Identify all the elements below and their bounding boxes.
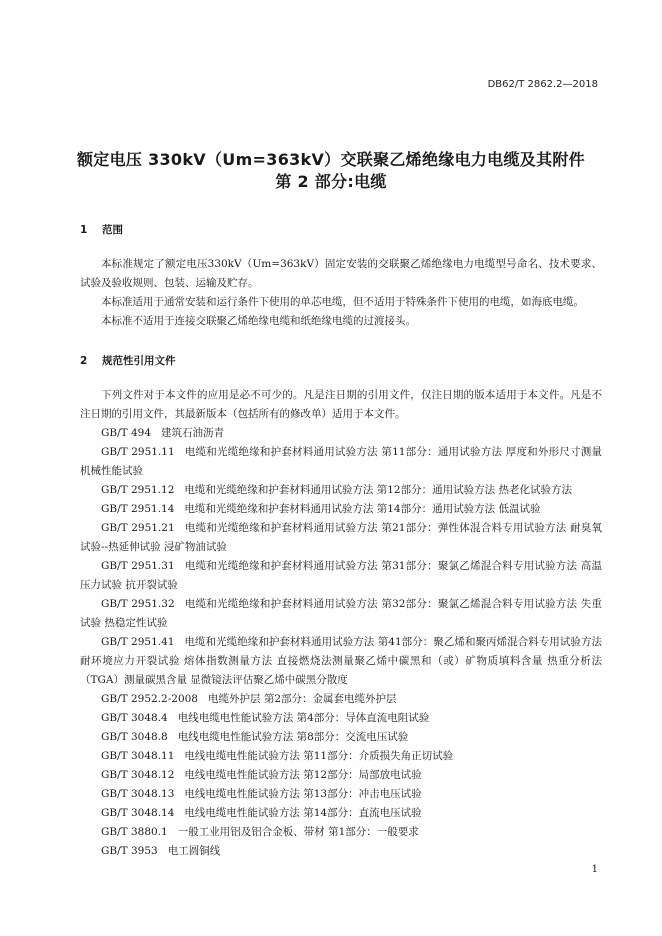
scope-paragraph: 本标准不适用于连接交联聚乙烯绝缘电缆和纸绝缘电缆的过渡接头。	[101, 315, 416, 327]
reference-item	[80, 595, 602, 633]
reference-title: 电缆和光缆绝缘和护套材料通用试验方法 第31部分：聚氯乙烯混合料专用试验方法 高温压力试验 抗开裂试验	[80, 560, 602, 591]
scope-paragraph: 本标准适用于通常安装和运行条件下使用的单芯电缆，但不适用于特殊条件下使用的电缆，如海底电缆。	[101, 296, 584, 308]
document-title	[0, 149, 662, 193]
reference-title: 电工圆铜线	[167, 845, 221, 857]
reference-item	[80, 804, 602, 823]
reference-code: GB/T 3048.13	[101, 788, 175, 800]
title-line-2: 第 2 部分:电缆	[275, 172, 387, 191]
reference-title: 电缆和光缆绝缘和护套材料通用试验方法 第21部分：弹性体混合料专用试验方法 耐臭氧试验--热延伸试验 浸矿物油试验	[80, 522, 602, 553]
reference-item	[80, 785, 602, 804]
section-title: 规范性引用文件	[102, 355, 176, 367]
reference-title: 电线电缆电性能试验方法 第8部分：交流电压试验	[177, 731, 409, 743]
references-intro: 下列文件对于本文件的应用是必不可少的。凡是注日期的引用文件，仅注日期的版本适用于本文件。凡是不注日期的引用文件，其最新版本（包括所有的修改单）适用于本文件。	[80, 389, 602, 420]
reference-code: GB/T 2951.11	[101, 446, 175, 458]
reference-item	[80, 481, 602, 500]
reference-item	[80, 633, 602, 690]
reference-title: 电线电缆电性能试验方法 第13部分：冲击电压试验	[184, 788, 422, 800]
reference-code: GB/T 3048.14	[101, 807, 175, 819]
reference-title: 电缆和光缆绝缘和护套材料通用试验方法 第12部分：通用试验方法 热老化试验方法	[184, 484, 572, 496]
reference-code: GB/T 2951.21	[101, 522, 175, 534]
reference-title: 一般工业用铝及铝合金板、带材 第1部分：一般要求	[177, 826, 419, 838]
reference-code: GB/T 494	[101, 427, 152, 439]
reference-title: 电缆和光缆绝缘和护套材料通用试验方法 第11部分：通用试验方法 厚度和外形尺寸测量 机械性能试验	[80, 446, 602, 477]
reference-code: GB/T 2951.31	[101, 560, 175, 572]
reference-code: GB/T 3048.8	[101, 731, 168, 743]
section-title: 范围	[102, 224, 123, 236]
reference-title: 电缆外护层 第2部分：金属套电缆外护层	[208, 693, 397, 705]
reference-list	[80, 424, 602, 861]
reference-code: GB/T 3048.4	[101, 712, 168, 724]
reference-title: 建筑石油沥青	[161, 427, 225, 439]
document-body	[80, 222, 602, 861]
reference-item	[80, 842, 602, 861]
page-number: 1	[591, 864, 598, 875]
reference-code: GB/T 2951.14	[101, 503, 175, 515]
section-1-heading	[80, 222, 602, 237]
reference-title: 电缆和光缆绝缘和护套材料通用试验方法 第32部分：聚氯乙烯混合料专用试验方法 失重试验 热稳定性试验	[80, 598, 602, 629]
reference-item	[80, 766, 602, 785]
section-number: 2	[80, 355, 88, 367]
reference-item	[80, 500, 602, 519]
reference-item	[80, 424, 602, 443]
reference-item	[80, 728, 602, 747]
reference-title: 电线电缆电性能试验方法 第14部分：直流电压试验	[184, 807, 422, 819]
reference-title: 电缆和光缆绝缘和护套材料通用试验方法 第14部分：通用试验方法 低温试验	[184, 503, 541, 515]
scope-paragraph: 本标准规定了额定电压330kV（Um=363kV）固定安装的交联聚乙烯绝缘电力电缆型号命名、技术要求、试验及验收规则、包装、运输及贮存。	[80, 258, 602, 289]
section-2-heading	[80, 353, 602, 368]
reference-title: 电线电缆电性能试验方法 第4部分：导体直流电阻试验	[177, 712, 430, 724]
reference-item	[80, 443, 602, 481]
title-line-1: 额定电压 330kV（Um=363kV）交联聚乙烯绝缘电力电缆及其附件	[77, 150, 585, 169]
reference-item	[80, 519, 602, 557]
reference-title: 电线电缆电性能试验方法 第11部分：介质损失角正切试验	[184, 750, 454, 762]
standard-number: DB62/T 2862.2—2018	[487, 79, 598, 90]
reference-code: GB/T 2951.12	[101, 484, 175, 496]
reference-item	[80, 557, 602, 595]
reference-code: GB/T 3048.11	[101, 750, 175, 762]
reference-code: GB/T 3953	[101, 845, 158, 857]
reference-code: GB/T 2951.41	[101, 636, 175, 648]
reference-item	[80, 690, 602, 709]
reference-item	[80, 747, 602, 766]
reference-code: GB/T 3048.12	[101, 769, 175, 781]
reference-code: GB/T 2952.2-2008	[101, 693, 198, 705]
reference-title: 电线电缆电性能试验方法 第12部分：局部放电试验	[184, 769, 422, 781]
reference-code: GB/T 3880.1	[101, 826, 168, 838]
reference-item	[80, 823, 602, 842]
reference-title: 电缆和光缆绝缘和护套材料通用试验方法 第41部分：聚乙烯和聚丙烯混合料专用试验方法 耐环境应力开裂试验 熔体指数测量方法 直接燃烧法测量聚乙烯中碳黑和（或）矿物质填料含量 热重分析法（TGA）测量碳黑含量 显微镜法评估聚乙烯中碳黑分散度	[80, 636, 602, 686]
reference-code: GB/T 2951.32	[101, 598, 175, 610]
section-number: 1	[80, 224, 88, 236]
reference-item	[80, 709, 602, 728]
